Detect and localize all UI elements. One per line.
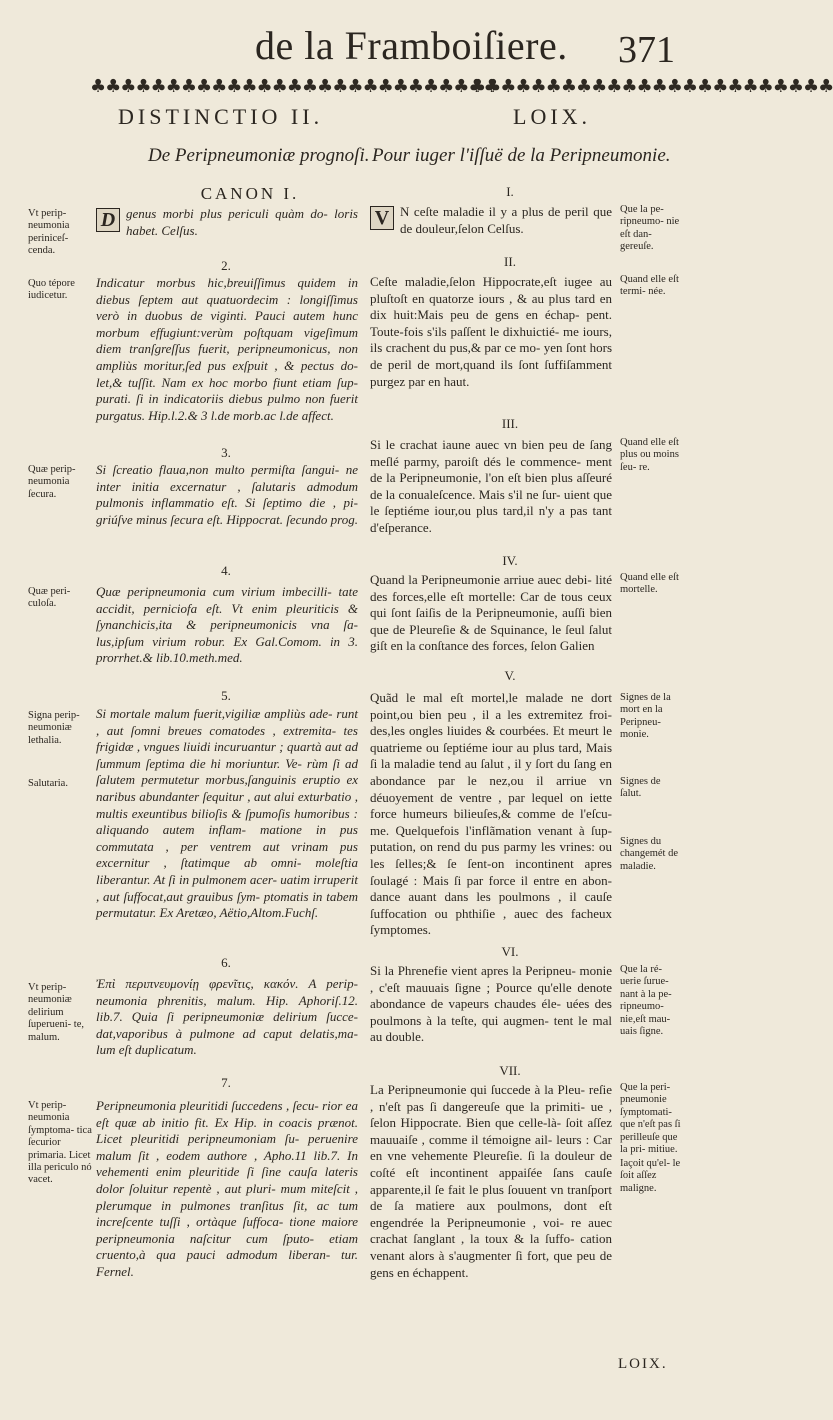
left-margin-note: Quo tépore iudicetur. (28, 278, 75, 302)
left-section-2-number: 2. (221, 258, 231, 273)
left-margin-note: Vt perip- neumonia periniceſ- cenda. (28, 208, 70, 257)
right-column-heading: LOIX. (513, 104, 592, 129)
left-section-5-number: 5. (221, 688, 231, 703)
right-section-7-text: La Peripneumonie qui ſuccede à la Pleu- reſie , n'eſt pas ſi dangereuſe que la primiti- ue , ſelon Hippocrate. Bien que celle-là- ſoit aſſez mauuaiſe , comme il témoigne ail- leurs : Car en vne vehemente Pleureſie. ſi la douleur de coſté eſt incontinent appaiſée ſans cauſe apparente,il ſe fait le plus ſouuent vn tranſport de ſa matiere aux poulmons, dont eſt engendrée la Peripneumonie , voi- re auec crachat ſanglant , la toux & la ſuffo- cation venant alors à s'augmenter ſi fort, que peu de gens en échappent. (370, 1082, 612, 1280)
dropcap-d: D (96, 208, 120, 232)
left-margin-note: Signa perip- neumoniæ lethalia. (28, 710, 80, 746)
left-margin-note: Quæ peri- culoſa. (28, 586, 71, 610)
right-margin-note: Quand elle eſt plus ou moins ſeu- re. (620, 437, 679, 473)
right-section-1-text: N ceſte maladie il y a plus de peril que de douleur,ſelon Celſus. (400, 204, 612, 236)
left-margin-note: Vt perip- neumoniæ delirium ſuperueni- te, malum. (28, 982, 84, 1043)
left-section-7-number: 7. (221, 1075, 231, 1090)
left-column-subheading: De Peripneumoniæ prognoſi. (148, 145, 370, 166)
right-margin-note: Signes de la mort en la Peripneu- monie. (620, 692, 671, 741)
right-column-subheading: Pour iuger l'iſſuë de la Peripneumonie. (372, 145, 671, 166)
right-margin-note: Que la pe- ripneumo- nie eſt dan- gereuſe. (620, 204, 680, 253)
right-margin-note: Quand elle eſt mortelle. (620, 572, 679, 596)
running-title: de la Framboiſiere. (255, 23, 568, 68)
right-section-2-text: Ceſte maladie,ſelon Hippocrate,eſt iugee au pluſtoſt en quatorze iours , & au plus tard en dix huit:Mais peu de gens en échap- pent. Toute-fois s'ils paſſent le dixhuictié- me iours, ils crachent du pus,& par ce mo- yen ſont hors de peril de mort,quand ils ſont ſuffiſamment purgez par en haut. (370, 274, 612, 389)
left-margin-note: Vt perip- neumonia ſymptoma- tica ſecurior primaria. Licet illa periculo nó vacet. (28, 1100, 92, 1186)
right-section-4-text: Quand la Peripneumonie arriue auec debi- lité des forces,elle eſt mortelle: Car de tous ceux qui ſont ſaiſis de la Peripneumonie, auſſi bien que de Pleureſie & de Squinance, le ſeul ſalut giſt en la conſtance des forces, ſelon Galien (370, 572, 612, 654)
right-section-3-text: Si le crachat iaune auec vn bien peu de ſang meſlé parmy, paroiſt dés le commence- ment de la Peripneumonie, l'on eſt bien plus aſſeuré de la conualeſcence. Mais s'il ne ſur- uient que le ſeptiéme iour,ou plus tard,il n'y a pas tant d'eſperance. (370, 437, 612, 535)
right-margin-note: Signes de ſalut. (620, 776, 661, 800)
left-margin-note: Salutaria. (28, 778, 68, 789)
left-margin-note: Quæ perip- neumonia ſecura. (28, 464, 76, 500)
right-margin-note: Quand elle eſt termi- née. (620, 274, 679, 298)
catchword: LOIX. (618, 1356, 668, 1372)
right-section-4-number: IV. (502, 553, 518, 568)
left-section-1 (96, 206, 358, 239)
right-margin-note: Que la peri- pneumonie ſymptomati- que n'eſt pas ſi perilleuſe que la pri- mitiue. (620, 1082, 681, 1156)
right-margin-note: Que la ré- uerie ſurue- nant à la pe- ripneumo- nie,eſt mau- uais ſigne. (620, 964, 672, 1038)
right-margin-note: Signes du changemét de maladie. (620, 836, 679, 872)
right-section-1 (370, 204, 612, 237)
running-head (0, 12, 800, 74)
right-section-5-number: V. (504, 668, 516, 683)
page-number: 371 (618, 29, 675, 71)
right-section-6-text: Si la Phrenefie vient apres la Peripneu- monie , c'eſt mauuais ſigne ; Pource qu'elle denote abondance de vapeurs chaudes éle- uées des poulmons à la teſte, qui augmen- tent le mal au double. (370, 963, 612, 1045)
canon-heading: CANON I. (200, 184, 300, 203)
left-section-7-text: Peripneumonia pleuritidi ſuccedens , ſecu- rior ea eſt quæ ab initio fit. Ex Hip. in coacis prænot. Licet pleuritidi peripneumoniam ſu- peruenire malum ſit , eodem authore , Apho.11 lib.7. In vehementi enim pleuritide ſi ſine cauſa lateris dolor ſoluitur repentè , aut pluri- mum miteſcit , plerumque in pulmones tranſitus ſit, ac tum increſcente tuſſi , ortàque ſuffoca- tione maiore peripneumonia naſcitur cum ſputo- etiam cruento,à qua pauci admodum liberan- tur. Fernel. (96, 1098, 358, 1279)
left-section-6-number: 6. (221, 955, 231, 970)
left-section-6-text: Ἐπὶ περιπνευμονίῃ φρενῖτις, κακόν. A perip- neumonia phrenitis, malum. Hip. Aphoriſ.12. lib.7. Quia ſi peripneumoniæ delirium ſucce- dat,vaporibus à pulmone ad caput delatis,ma- lum eſt duplicatum. (96, 976, 358, 1058)
ornament-band-left: ♣♣♣♣♣♣♣♣♣♣♣♣♣♣♣♣♣♣♣♣♣♣♣♣♣♣♣ (90, 76, 499, 97)
left-section-4-number: 4. (221, 563, 231, 578)
right-section-5-text: Quãd le mal eſt mortel,le malade ne dort point,ou bien peu , il a les extremitez froi- des,les ongles liuides & courbées. Et meurt le quatrieme ou ſeptiéme iour au plus tard, Mais ſi la maladie tend au ſalut , il y ſort du ſang en abondance par le nez,ou il arriue vn déuoyement de ventre , par lequel on iette force humeurs bilieuſes,& comme de l'eſcu- me. Quelquefois l'inflãmation venant à ſup- putation, on rend du pus parmy les vrines: ou les ſelles;& ſe ſent-on incontinent apres ſoulagé : Mais ſi par force il entre en abon- dance auant dans les poulmons , il cauſe ſuffocation ou phthiſie , auec des facheux ſymptomes. (370, 690, 612, 938)
ornament-band-right: ♣♣♣♣♣♣♣♣♣♣♣♣♣♣♣♣♣♣♣♣♣♣♣♣ (470, 76, 833, 97)
left-section-5-text: Si mortale malum fuerit,vigiliæ ampliùs ade- runt , aut ſomni breues comatodes , extremita- tes frigidæ , vngues liuidi incuruantur ; quartà aut ad ſummum ſeptima die hi moriuntur. Ve- rùm ſi ad ſalutem permutetur morbus,ſanguinis eruptio ex naribus abundanter ſequitur , aut alui exturbatio , multis exeuntibus bilioſis & ſpumoſis humoribus : aliquando autem inflam- matione in pus commutata , per ventrem aut vrinam pus excernitur , ſtatimque ab omni- moleſtia liberantur. At ſi in pulmonem acer- uatim irruperit , aut ſuffocat,aut grauibus ſym- ptomatis in tabem permutatur. Ex Aretæo, Aëtio,Altom.Fuchſ. (96, 706, 358, 921)
left-section-3-number: 3. (221, 445, 231, 460)
dropcap-v: V (370, 206, 394, 230)
right-margin-note: Iaçoit qu'el- le ſoit aſſez maligne. (620, 1158, 681, 1194)
right-section-1-number: I. (506, 184, 514, 199)
right-section-3-number: III. (501, 416, 519, 431)
right-section-2-number: II. (504, 254, 516, 269)
left-section-1-text: genus morbi plus periculi quàm do- loris habet. Celſus. (126, 206, 358, 238)
left-column-heading: DISTINCTIO II. (118, 104, 324, 129)
left-section-3-text: Si ſcreatio flaua,non multo permiſta ſangui- ne inter initia excernatur , ſalutaris admodum pulmonis inflammatio eſt. Si ſeptimo die , pi- griúſve minus ſecura eſt. Hippocrat. ſecundo prog. (96, 462, 359, 527)
left-section-2-text: Indicatur morbus hic,breuiſſimus quidem in diebus ſeptem aut quatuordecim : longiſſimus verò in duobus de viginti. Pauci autem hunc morbum effugiunt:verùm poſtquam vigeſimum diem tranſgreſſus fuerit, peripneumonicus, non ampliùs moritur,ſed pus exſpuit , & pectus do- let,& tuſſit. Nam ex hoc morbo fiunt etiam ſup- purati. ſi in indicatoriis diebus pulmo non fuerit purgatus. Hip.l.2.& 3 l.de morb.ac l.de affect. (96, 275, 358, 423)
right-section-6-number: VI. (501, 944, 519, 959)
right-section-7-number: VII. (499, 1063, 521, 1078)
left-section-4-text: Quæ peripneumonia cum virium imbecilli- tate accidit, perniciofa eſt. Vt enim pleuriticis & ſynanchicis,ita & peripneumonicis vna ſa- lus,ipſum virium robur. Ex Gal.Comom. in 3. prorrhet.& lib.10.meth.med. (96, 584, 358, 666)
